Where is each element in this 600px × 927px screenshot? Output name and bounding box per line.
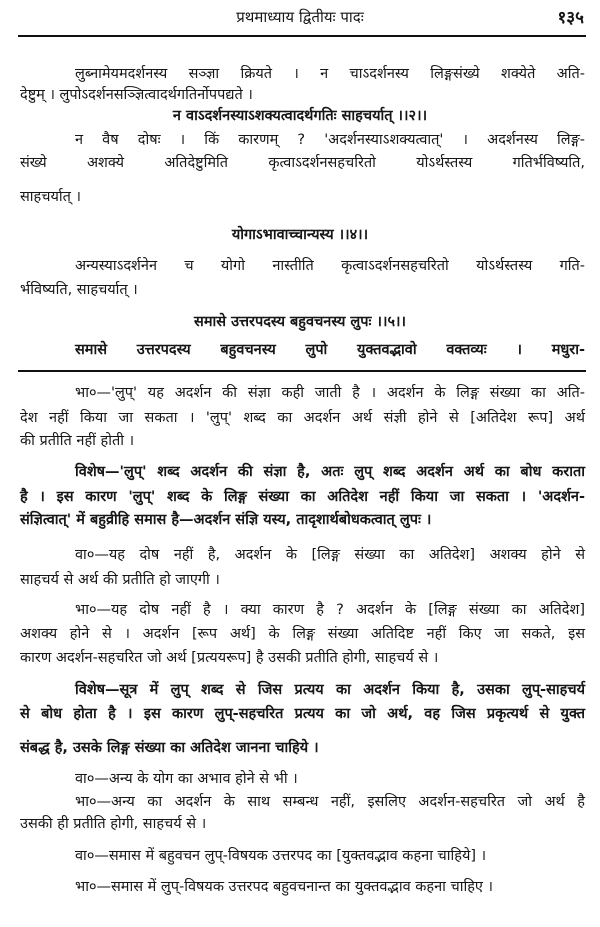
text-line: विशेष—'लुप्' शब्द अदर्शन की संज्ञा है, अतः लुप् शब्द अदर्शन अर्थ का बोध कराता (75, 464, 585, 480)
text-line: संज्ञित्वात्' में बहुव्रीहि समास है—अदर्शन संज्ञि यस्य, तादृशार्थबोधकत्वात् लुपः । (20, 512, 432, 528)
text-line: र्भविष्यति, साहचर्यात् । (20, 282, 138, 298)
text-line: भा०—यह दोष नहीं है । क्या कारण है ? अदर्शन के [लिङ्ग संख्या का अतिदेश] (75, 602, 585, 618)
text-line: साहचर्य से अर्थ की प्रतीति हो जाएगी । (20, 572, 220, 588)
text-line: समासे उत्तरपदस्य बहुवचनस्य लुपो युक्तवद्भावो वक्तव्यः । मधुरा- (75, 342, 585, 358)
text-line: कारण अदर्शन-सहचरित जो अर्थ [प्रत्ययरूप] है उसकी प्रतीति होगी, साहचर्य से । (20, 650, 439, 666)
text-line: संबद्ध है, उसके लिङ्ग संख्या का अतिदेश जानना चाहिये । (20, 740, 319, 756)
text-line: अशक्य होने से । अदर्शन [रूप अर्थ] के लिङ्ग संख्या अतिदिष्ट नहीं किए जा सकते, इस (20, 626, 585, 642)
text-line: अन्यस्याऽदर्शनेन च योगो नास्तीति कृत्वाऽदर्शनसहचरितो योऽर्थस्तस्य गति- (75, 258, 585, 274)
sutra-2: न वाऽदर्शनस्याऽशक्यत्वादर्थगतिः साहचर्यात् ।।२।। (172, 108, 428, 124)
text-line: भा०—'लुप्' यह अदर्शन की संज्ञा कही जाती है । अदर्शन के लिङ्ग संख्या का अति- (75, 385, 585, 401)
text-line: की प्रतीति नहीं होती । (20, 433, 135, 449)
text-line: विशेष—सूत्र में लुप् शब्द से जिस प्रत्यय का अदर्शन किया है, उसका लुप्-साहचर्य (75, 682, 585, 698)
sutra-5: समासे उत्तरपदस्य बहुवचनस्य लुपः ।।५।। (194, 314, 406, 330)
text-line: देष्टुम् । लुपोऽदर्शनसञ्ज्ञित्वादर्थगतिर्नोपपद्यते । (20, 87, 253, 103)
text-line: न वैष दोषः । किं कारणम् ? 'अदर्शनस्याऽशक्यत्वात्' । अदर्शनस्य लिङ्ग- (75, 132, 585, 148)
text-line: वा०—समास में बहुवचन लुप्-विषयक उत्तरपद का [युक्तवद्भाव कहना चाहिये] । (75, 848, 487, 864)
running-header: प्रथमाध्याय द्वितीयः पादः (236, 8, 364, 26)
text-line: भा०—समास में लुप्-विषयक उत्तरपद बहुवचनान्त का युक्तवद्भाव कहना चाहिए । (75, 879, 494, 895)
text-line: है । इस कारण 'लुप्' शब्द के लिङ्ग संख्या का अतिदेश नहीं किया जा सकता । 'अदर्शन- (20, 489, 585, 505)
text-line: से बोध होता है । इस कारण लुप्-सहचरित प्रत्यय का जो अर्थ, वह जिस प्रकृत्यर्थ से युक्त (20, 706, 585, 722)
sutra-4: योगाऽभावाच्चान्यस्य ।।४।। (231, 227, 369, 243)
text-line: साहचर्यात् । (20, 189, 81, 205)
header-rule (18, 35, 586, 37)
text-line: देश नहीं किया जा सकता । 'लुप्' शब्द का अदर्शन अर्थ संज्ञी होने से [अतिदेश रूप] अर्थ (20, 410, 585, 426)
text-line: वा०—अन्य के योग का अभाव होने से भी । (75, 771, 298, 787)
text-line: संख्ये अशक्ये अतिदेष्टुमिति कृत्वाऽदर्शनसहचरितो योऽर्थस्तस्य गतिर्भविष्यति, (20, 155, 585, 171)
text-line: उसकी ही प्रतीति होगी, साहचर्य से । (20, 816, 207, 832)
page-number: १३५ (557, 8, 584, 28)
text-line: लुब्नामेयमदर्शनस्य सञ्ज्ञा क्रियते । न चाऽदर्शनस्य लिङ्गसंख्ये शक्येते अति- (75, 66, 585, 82)
text-line: भा०—अन्य का अदर्शन के साथ सम्बन्ध नहीं, इसलिए अदर्शन-सहचरित जो अर्थ है (75, 794, 585, 810)
section-rule (18, 370, 586, 372)
text-line: वा०—यह दोष नहीं है, अदर्शन के [लिङ्ग संख्या का अतिदेश] अशक्य होने से (75, 547, 585, 563)
